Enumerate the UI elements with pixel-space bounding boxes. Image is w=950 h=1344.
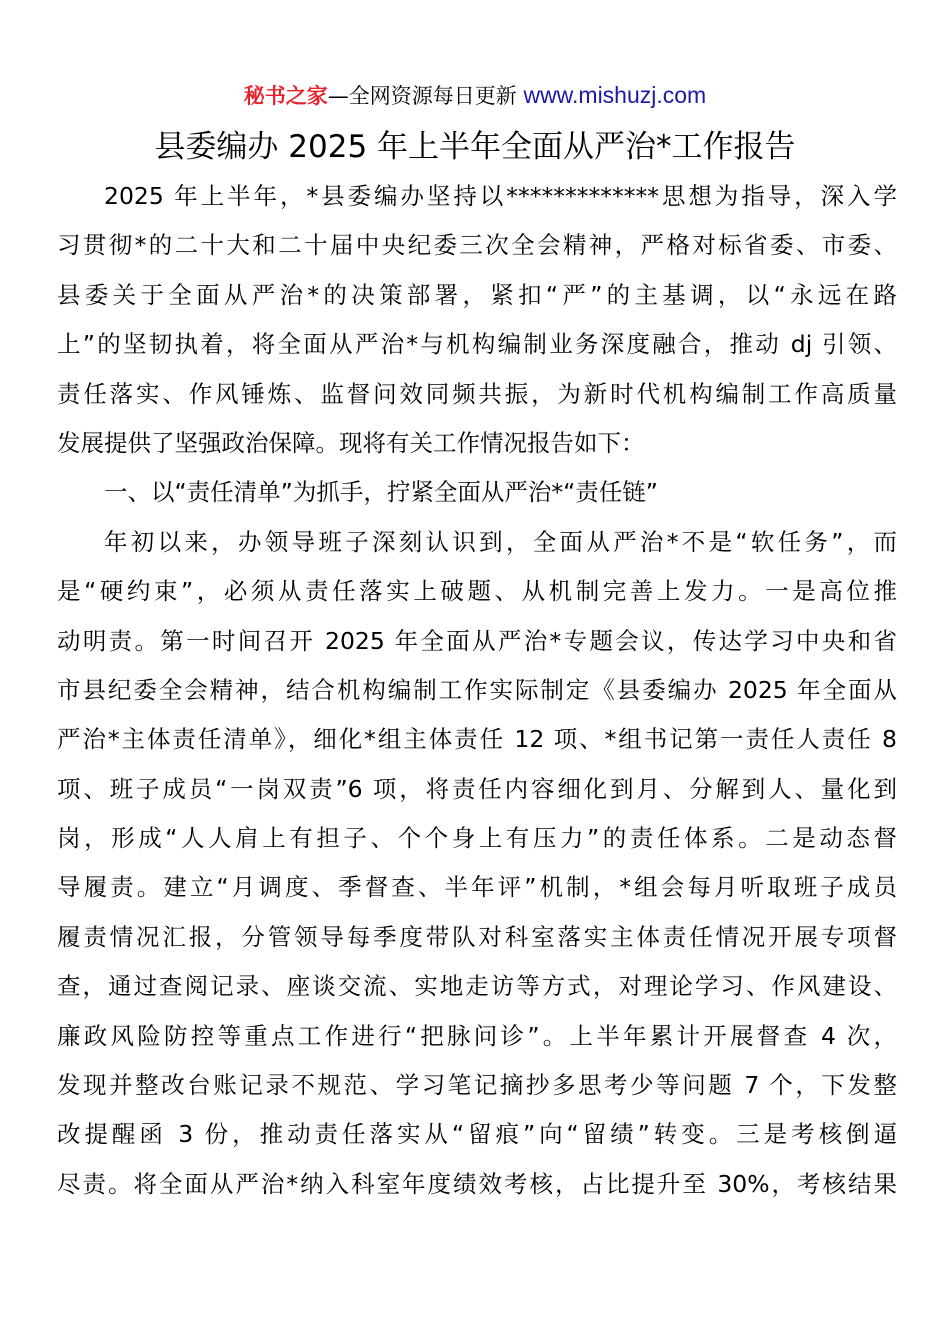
section-heading: 一、以“责任清单”为抓手，拧紧全面从严治*“责任链” (104, 478, 658, 507)
body-line: 2025 年上半年，*县委编办坚持以*************思想为指导，深入学 (104, 182, 897, 210)
document-body (57, 172, 897, 1209)
body-line: 习贯彻*的二十大和二十届中央纪委三次全会精神，严格对标省委、市委、 (57, 231, 897, 260)
body-line: 是“硬约束”，必须从责任落实上破题、从机制完善上发力。一是高位推 (57, 577, 897, 606)
body-line: 年初以来，办领导班子深刻认识到，全面从严治*不是“软任务”，而 (104, 527, 897, 556)
body-line: 严治*主体责任清单》，细化*组主体责任 12 项、*组书记第一责任人责任 8 (57, 725, 897, 754)
body-line: 廉政风险防控等重点工作进行“把脉问诊”。上半年累计开展督查 4 次， (57, 1021, 897, 1050)
body-line: 履责情况汇报，分管领导每季度带队对科室落实主体责任情况开展专项督 (57, 922, 897, 951)
body-line: 上”的坚韧执着，将全面从严治*与机构编制业务深度融合，推动 dj 引领、 (57, 330, 897, 359)
body-line: 项、班子成员“一岗双责”6 项，将责任内容细化到月、分解到人、量化到 (57, 774, 897, 803)
document-title: 县委编办 2025 年上半年全面从严治*工作报告 (154, 129, 796, 165)
body-line: 改提醒函 3 份，推动责任落实从“留痕”向“留绩”转变。三是考核倒逼 (57, 1120, 897, 1149)
site-url-link[interactable]: www.mishuzj.com (523, 82, 707, 108)
body-line: 尽责。将全面从严治*纳入科室年度绩效考核，占比提升至 30%，考核结果 (57, 1169, 897, 1198)
body-line: 发展提供了坚强政治保障。现将有关工作情况报告如下： (57, 428, 645, 457)
site-brand: 秘书之家 (243, 84, 328, 108)
body-line: 查，通过查阅记录、座谈交流、实地走访等方式，对理论学习、作风建设、 (57, 972, 897, 1001)
body-line: 发现并整改台账记录不规范、学习笔记摘抄多思考少等问题 7 个，下发整 (57, 1071, 897, 1100)
body-line: 责任落实、作风锤炼、监督问效同频共振，为新时代机构编制工作高质量 (57, 379, 897, 408)
site-header (0, 80, 950, 111)
site-tagline: —全网资源每日更新 (327, 84, 524, 108)
body-line: 岗，形成“人人肩上有担子、个个身上有压力”的责任体系。二是动态督 (57, 824, 897, 853)
body-line: 动明责。第一时间召开 2025 年全面从严治*专题会议，传达学习中央和省 (57, 626, 897, 655)
body-line: 市县纪委全会精神，结合机构编制工作实际制定《县委编办 2025 年全面从 (57, 675, 897, 704)
body-line: 导履责。建立“月调度、季督查、半年评”机制，*组会每月听取班子成员 (57, 873, 897, 902)
body-line: 县委关于全面从严治*的决策部署，紧扣“严”的主基调，以“永远在路 (57, 280, 897, 309)
